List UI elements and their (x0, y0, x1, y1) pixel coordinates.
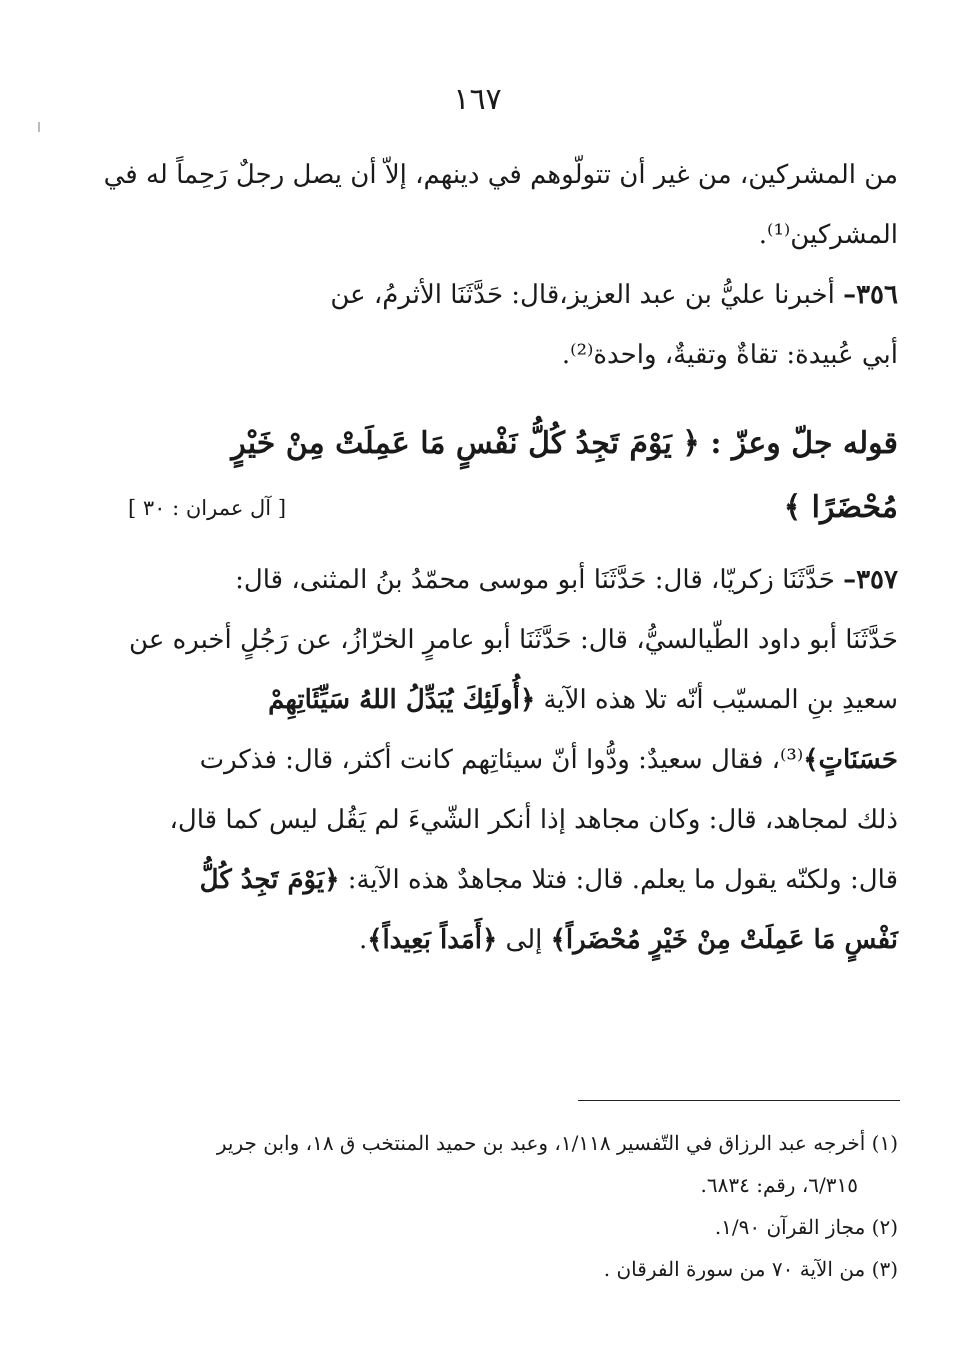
footnote-divider (578, 1100, 900, 1101)
hadith-number: ٣٥٧– (843, 565, 898, 595)
paragraph-356 (128, 265, 898, 385)
text-line: قال: ولكنّه يقول ما يعلم. قال: فتلا مجاهدٌ هذه الآية: ﴿يَوْمَ تَجِدُ كُلُّ (199, 865, 898, 895)
text-line: حَسَنَاتٍ﴾⁽³⁾، فقال سعيدٌ: ودُّوا أنّ سيئاتِهم كانت أكثر، قال: فذكرت (199, 745, 898, 775)
verse-source: [ آل عمران : ٣٠ ] (128, 496, 287, 520)
page-number: ١٦٧ (453, 82, 502, 117)
footnote-1-cont: ٦/٣١٥، رقم: ٦٨٣٤. (700, 1173, 858, 1197)
verse-heading (128, 412, 898, 540)
heading-line: قوله جلّ وعزّ : ﴿ يَوْمَ تَجِدُ كُلُّ نَفْسٍ مَا عَمِلَتْ مِنْ خَيْرٍ (231, 426, 898, 461)
text-line: نَفْسٍ مَا عَمِلَتْ مِنْ خَيْرٍ مُحْضَراً﴾ إلى ﴿أَمَداً بَعِيداً﴾. (358, 925, 898, 955)
paragraph-357 (128, 550, 898, 970)
margin-mark (38, 122, 40, 132)
footnote-2: (٢) مجاز القرآن ١/٩٠. (714, 1215, 898, 1239)
text-line: من المشركين، من غير أن تتولّوهم في دينهم، إلاّ أن يصل رجلٌ رَحِماً له في (103, 160, 898, 190)
footnotes (128, 1122, 898, 1290)
text-line: أبي عُبيدة: تقاةٌ وتقيةٌ، واحدة⁽²⁾. (561, 340, 898, 370)
footnote-1: (١) أخرجه عبد الرزاق في التّفسير ١/١١٨، وعبد بن حميد المنتخب ق ١٨، وابن جرير (216, 1131, 898, 1155)
quran-verse: ﴿يَوْمَ تَجِدُ كُلُّ (199, 865, 340, 895)
text-line: ذلك لمجاهد، قال: وكان مجاهد إذا أنكر الشّيءَ لم يَقُل ليس كما قال، (169, 805, 898, 835)
footnote-3: (٣) من الآية ٧٠ من سورة الفرقان . (603, 1257, 898, 1281)
quran-verse: ﴿أَمَداً بَعِيداً﴾ (367, 925, 498, 955)
paragraph-1 (103, 145, 898, 265)
quran-verse: نَفْسٍ مَا عَمِلَتْ مِنْ خَيْرٍ مُحْضَراً﴾ (550, 925, 898, 955)
text-line: سعيدِ بنِ المسيّب أنّه تلا هذه الآية ﴿أُولَئِكَ يُبَدِّلُ اللهُ سَيِّئَاتِهِمْ (268, 685, 898, 715)
text-line: المشركين⁽¹⁾. (758, 220, 898, 250)
quran-verse: ﴿أُولَئِكَ يُبَدِّلُ اللهُ سَيِّئَاتِهِمْ (268, 685, 536, 715)
text-line: ٣٥٦– أخبرنا عليُّ بن عبد العزيز،قال: حَدَّثَنَا الأثرمُ، عن (330, 280, 898, 310)
text-line: حَدَّثَنَا أبو داود الطّيالسيُّ، قال: حَدَّثَنَا أبو عامرٍ الخرّازُ، عن رَجُلٍ أخبره عن (129, 625, 898, 655)
heading-line-2 (128, 476, 898, 540)
hadith-number: ٣٥٦– (843, 280, 898, 310)
heading-verse: مُحْضَرًا ﴾ (783, 490, 898, 525)
quran-verse: حَسَنَاتٍ﴾ (803, 745, 898, 775)
text-line: ٣٥٧– حَدَّثَنَا زكريّا، قال: حَدَّثَنَا أبو موسى محمّدُ بنُ المثنى، قال: (235, 565, 898, 595)
